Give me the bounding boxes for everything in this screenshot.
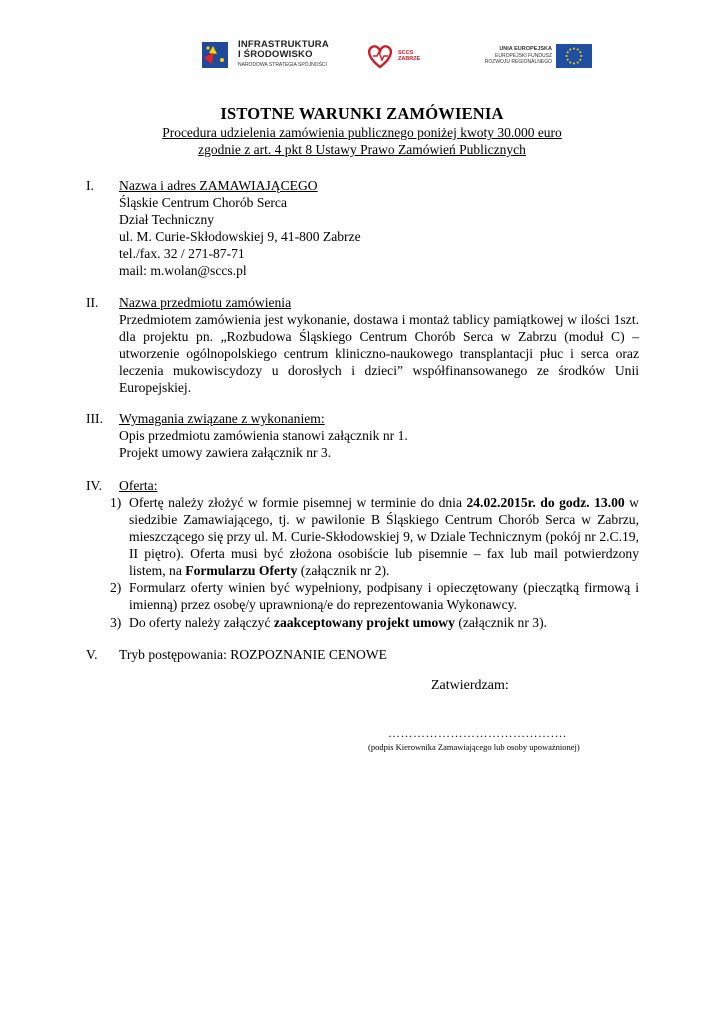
section-v [86,646,640,666]
item-number: 1) [110,495,122,510]
address-line: Dział Techniczny [119,212,215,227]
document-subtitle-2: zgodnie z art. 4 pkt 8 Ustawy Prawo Zamówień Publicznych [198,142,526,157]
eu-logo-line3: ROZWOJU REGIONALNEGO [484,59,552,65]
logo-text-line2: I ŚRODOWISKO [238,49,313,60]
section-body [110,477,639,630]
eu-logo-line2: EUROPEJSKI FUNDUSZ [495,53,552,59]
item-text-part: Do oferty należy załączyć [129,615,274,630]
item-number: 2) [110,580,122,595]
address-line: mail: m.wolan@sccs.pl [119,263,247,278]
item-text: Formularz oferty winien być wypełniony, podpisany i opieczętowany (pieczątką firmową i imienną) przez osobę/y uprawnioną/e do reprezentowania Wykonawcy. [129,580,639,612]
section-body [119,294,639,396]
item-number: 3) [110,615,122,630]
section-iii [86,410,640,462]
item-text-part: (załącznik nr 2). [297,563,390,578]
section-body [119,410,639,461]
section-number: IV. [86,478,102,493]
address-line: tel./fax. 32 / 271-87-71 [119,246,245,261]
sccs-heart-icon [364,40,396,72]
item-text [129,494,639,579]
item-text-part: w siedzibie Zamawiającego, tj. w pawilonie B Śląskiego Centrum Chorób Serca w Zabrzu, mieszczącego się przy ul. M. Curie-Skłodowskiej 9, w Dziale Technicznym (pokój nr 2.C.19, II piętro). Oferta musi być złożona osobiście lub pisemnie – fax lub mail potwierdzony listem, na [129,495,639,578]
section-heading: Oferta: [119,478,158,493]
item-text [129,614,639,631]
section-number: II. [86,295,99,310]
eu-logo [466,44,592,70]
signature-caption: (podpis Kierownika Zamawiającego lub osoby upoważnionej) [368,742,580,752]
document-title: ISTOTNE WARUNKI ZAMÓWIENIA [220,104,504,123]
section-number: V. [86,647,98,662]
sccs-logo [364,40,424,72]
sccs-line1: SCCS [398,50,414,56]
signature-line: ……………………………………. [388,726,567,740]
sccs-logo-text [398,50,420,62]
requirement-line: Projekt umowy zawiera załącznik nr 3. [119,445,332,460]
logo-text-line1: INFRASTRUKTURA [238,39,329,50]
section-number: III. [86,411,103,426]
logo-bar [178,30,592,82]
contract-name: zaakceptowany projekt umowy [273,615,455,630]
deadline-date: 24.02.2015r. do godz. 13.00 [466,495,625,510]
section-heading: Nazwa przedmiotu zamówienia [119,295,292,310]
section-i [86,177,640,277]
address-line: ul. M. Curie-Skłodowskiej 9, 41-800 Zabrze [119,229,361,244]
item-text-part: Ofertę należy złożyć w formie pisemnej w terminie do dnia [129,495,467,510]
section-number: I. [86,178,94,193]
procedure-mode: Tryb postępowania: ROZPOZNANIE CENOWE [119,647,387,662]
item-text-part: (załącznik nr 3). [454,615,548,630]
eu-flag-icon [556,44,592,68]
logo-text-line3: NARODOWA STRATEGIA SPÓJNOŚCI [238,62,327,68]
address-line: Śląskie Centrum Chorób Serca [119,195,288,210]
infrastruktura-logo [198,36,344,76]
eu-logo-line1: UNIA EUROPEJSKA [499,46,552,52]
approval-label: Zatwierdzam: [431,678,509,693]
infrastruktura-logo-icon [198,38,232,72]
section-paragraph: Przedmiotem zamówienia jest wykonanie, dostawa i montaż tablicy pamiątkowej w ilości 1szt. dla projektu pn. „Rozbudowa Śląskiego Centrum Chorób Serca w Zabrzu (moduł C) – utworzenie ogólnopolskiego centrum kliniczno-naukowego transplantacji płuc i serca oraz leczenia mukowiscydozy u dorosłych i dzieci” współfinansowanego ze środków Unii Europejskiej. [119,312,639,395]
form-name: Formularzu Oferty [185,563,298,578]
section-ii [86,294,640,398]
section-iv [86,477,640,632]
section-heading: Wymagania związane z wykonaniem: [119,411,325,426]
document-subtitle-1: Procedura udzielenia zamówienia publicznego poniżej kwoty 30.000 euro [162,125,562,140]
sccs-line2: ZABRZE [398,56,421,62]
section-heading: Nazwa i adres ZAMAWIAJĄCEGO [119,178,318,193]
section-body [119,177,639,279]
requirement-line: Opis przedmiotu zamówienia stanowi załącznik nr 1. [119,428,408,443]
